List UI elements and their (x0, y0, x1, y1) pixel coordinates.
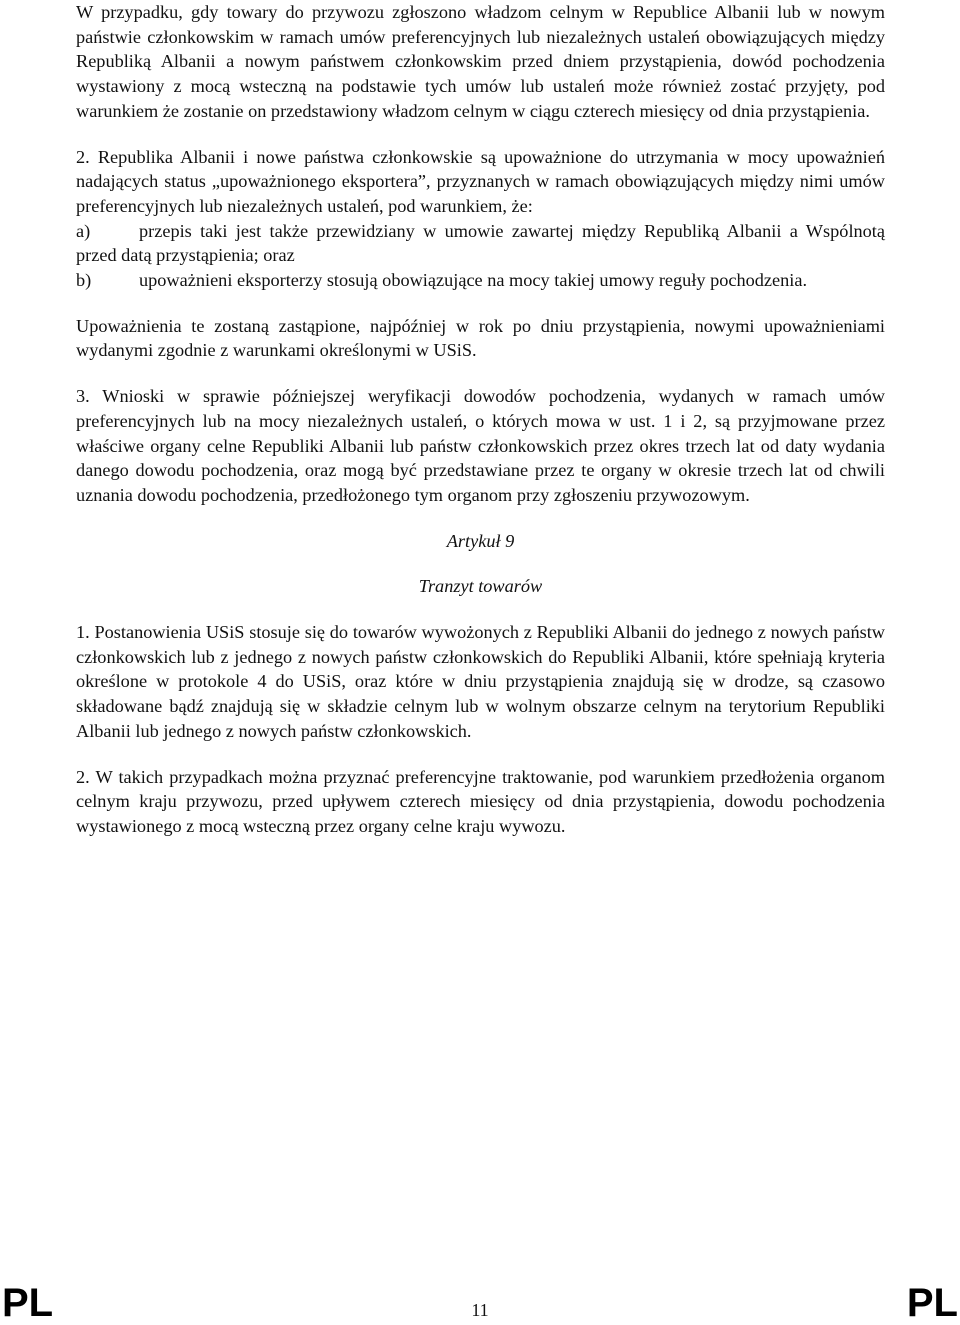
article-9-paragraph-2: 2. W takich przypadkach można przyznać preferencyjne traktowanie, pod warunkiem przedłożenia organom celnym kraju przywozu, przed upływem czterech miesięcy od dnia przystąpienia, dowodu pochodzenia wystawionego z mocą wsteczną przez organy celne kraju wywozu. (76, 766, 885, 836)
list-item-b-text: upoważnieni eksporterzy stosują obowiązujące na mocy takiej umowy reguły pochodzenia. (139, 270, 808, 291)
article-9-paragraph-1: 1. Postanowienia USiS stosuje się do towarów wywożonych z Republiki Albanii do jednego z nowych państw członkowskich lub z jednego z nowych państw członkowskich do Republiki Albanii, które spełniają kryteria określone w protokole 4 do USiS, oraz które w dniu przystąpienia znajdują się w drodze, są czasowo składowane bądź znajdują się w składzie celnym lub w wolnym obszarze celnym na terytorium Republiki Albanii lub jednego z nowych państw członkowskich. (76, 622, 885, 741)
footer-language-left: PL (2, 1281, 54, 1325)
list-item-a-label: a) (76, 220, 91, 241)
list-item-a (76, 219, 885, 268)
paragraph-intro: W przypadku, gdy towary do przywozu zgłoszono władzom celnym w Republice Albanii lub w nowym państwie członkowskim w ramach umów preferencyjnych lub niezależnych ustaleń obowiązujących między Republiką Albanii a nowym państwem członkowskim przed dniem przystąpienia, dowód pochodzenia wystawiony z mocą wsteczną na podstawie tych umów lub ustaleń może również zostać przyjęty, pod warunkiem że zostanie on przedstawiony władzom celnym w ciągu czterech miesięcy od dnia przystąpienia. (76, 2, 885, 121)
paragraph-2: 2. Republika Albanii i nowe państwa członkowskie są upoważnione do utrzymania w mocy upoważnień nadających status „upoważnionego eksportera”, przyznanych w ramach obowiązujących między nimi umów preferencyjnych lub niezależnych ustaleń, pod warunkiem, że: (76, 146, 885, 216)
paragraph-replace: Upoważnienia te zostaną zastąpione, najpóźniej w rok po dniu przystąpienia, nowymi upoważnieniami wydanymi zgodnie z warunkami określonymi w USiS. (76, 315, 885, 361)
list-item-b-label: b) (76, 270, 92, 291)
list-item-a-text: przepis taki jest także przewidziany w umowie zawartej między Republiką Albanii a Wspólnotą przed datą przystąpienia; oraz (76, 220, 885, 266)
document-page (76, 0, 885, 839)
paragraph-3: 3. Wnioski w sprawie późniejszej weryfikacji dowodów pochodzenia, wydanych w ramach umów preferencyjnych lub na mocy niezależnych ustaleń, o których mowa w ust. 1 i 2, są przyjmowane przez właściwe organy celne Republiki Albanii lub państw członkowskich przez okres trzech lat od daty wydania danego dowodu pochodzenia, oraz mogą być przedstawiane przez te organy w okresie trzech lat od chwili uznania dowodu pochodzenia, przedłożonego tym organom przy zgłoszeniu przywozowym. (76, 386, 885, 505)
list-item-b (76, 268, 885, 293)
article-heading: Artykuł 9 (446, 530, 515, 551)
article-title: Tranzyt towarów (418, 576, 543, 597)
page-number: 11 (471, 1300, 489, 1320)
footer-language-right: PL (906, 1281, 958, 1325)
